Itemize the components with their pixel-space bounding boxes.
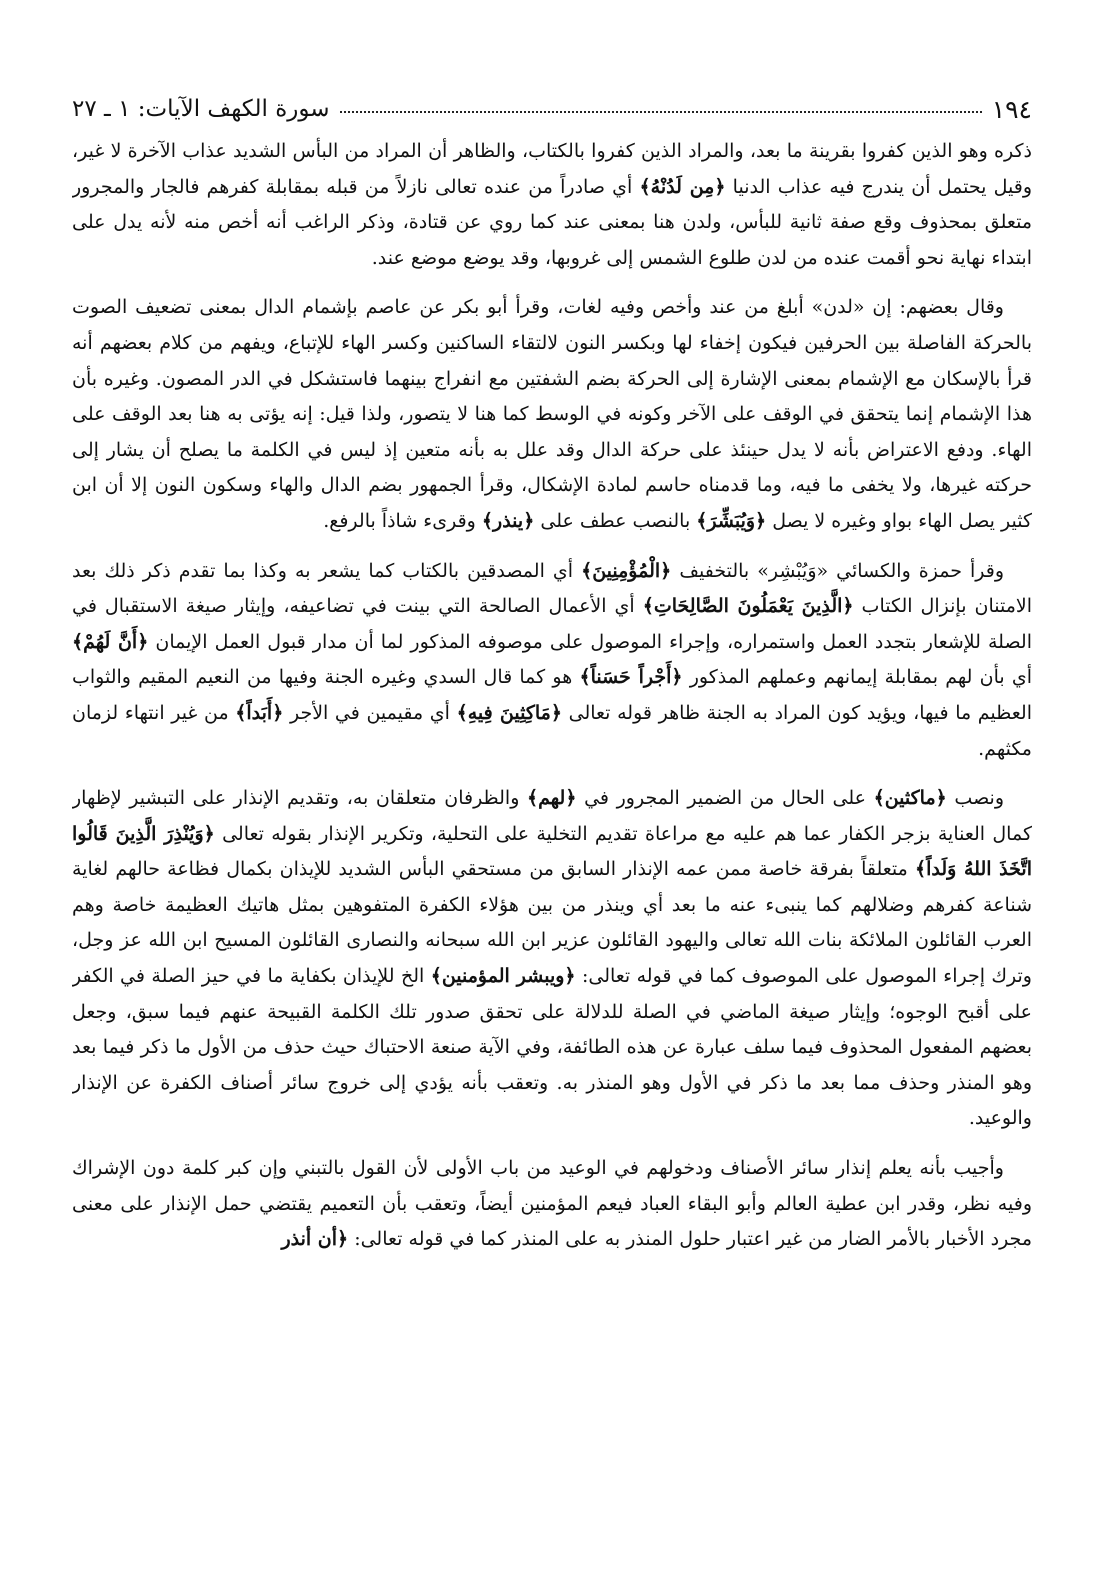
text-run: وقال بعضهم: إن «لدن» أبلغ من عند وأخص وفيه لغات، وقرأ أبو بكر عن عاصم بإشمام الدال بمعنى تضعيف الصوت بالحركة الفاصلة بين الحرفين فيكون إخفاء لها وبكسر النون لالتقاء الساكنين وكسر الهاء للإتباع، ويفهم من كلام بعضهم أنه قرأ بالإسكان مع الإشمام بمعنى الإشارة إلى الحركة بضم الشفتين مع انفراج بينهما فاستشكل في الدر المصون. وغيره بأن هذا الإشمام إنما يتحقق في الوقف على الآخر وكونه في الوسط كما هنا لا يتصور، ولذا قيل: إنه يؤتى به هنا بعد الوقف على الهاء. ودفع الاعتراض بأنه لا يدل حينئذ على حركة الدال وقد علل به بأنه متعين إذ ليس في الكلمة ما يصلح أن يشار إلى حركته غيرها، ولا يخفى ما فيه، وما قدمناه حاسم لمادة الإشكال، وقرأ الجمهور بضم الدال والهاء وسكون النون إلا أن ابن كثير يصل الهاء بواو وغيره لا يصل bbox=[72, 296, 1032, 532]
paragraph-5 bbox=[72, 1151, 1032, 1258]
text-run: أي صادراً من عنده تعالى نازلاً من قبله بمقابلة كفرهم فالجار والمجرور متعلق بمحذوف وقع صفة ثانية للبأس، ولدن هنا بمعنى عند كما روي عن قتادة، وذكر الراغب أنه أخص منه لأنه يدل على ابتداء نهاية نحو أقمت عنده من لدن طلوع الشمس إلى غروبها، وقد يوضع موضع عند. bbox=[72, 175, 1032, 269]
text-run: من غير انتهاء لزمان مكثهم. bbox=[72, 701, 1032, 760]
text-run: ذكره وهو الذين كفروا بقرينة ما بعد، والمراد الذين كفروا بالكتاب، والظاهر أن المراد من البأس الشديد عذاب الآخرة لا غير، وقيل يحتمل أن يندرج فيه عذاب الدنيا bbox=[72, 140, 1032, 198]
text-run: وأجيب بأنه يعلم إنذار سائر الأصناف ودخولهم في الوعيد من باب الأولى لأن القول بالتبني وإن كبر كلمة دون الإشراك وفيه نظر، وقدر ابن عطية العالم وأبو البقاء العباد فيعم المؤمنين أيضاً، وتعقب بأن التعميم يقتضي حمل الإنذار على معنى مجرد الأخبار بالأمر الضار من غير اعتبار حلول المنذر به على المنذر كما في قوله تعالى: bbox=[72, 1157, 1032, 1251]
verse-quote: ﴿ينذر﴾ bbox=[481, 509, 535, 532]
verse-quote: ﴿مِن لَدُنْهُ﴾ bbox=[639, 175, 726, 198]
paragraph-1 bbox=[72, 134, 1032, 276]
verse-quote: ﴿أَنَّ لَهُمْ﴾ bbox=[72, 630, 149, 653]
verse-quote: ﴿وَيُنْذِرَ الَّذِينَ قَالُوا اتَّخَذَ اللهُ وَلَداً﴾ bbox=[72, 822, 1032, 881]
text-run: أي مقيمين في الأجر bbox=[283, 701, 457, 724]
running-title: سورة الكهف الآيات: ١ ـ ٢٧ bbox=[72, 95, 330, 122]
text-run: والظرفان متعلقان به، وتقديم الإنذار على التبشير لإظهار كمال العناية بزجر الكفار عما هم عليه مع مراعاة تقديم التخلية على التحلية، وتكرير الإنذار بقوله تعالى bbox=[72, 787, 1032, 845]
text-run: ونصب bbox=[946, 787, 1005, 810]
text-run: هو كما قال السدي وغيره الجنة وفيها من النعيم المقيم والثواب العظيم ما فيها، ويؤيد كون المراد به الجنة ظاهر قوله تعالى bbox=[72, 666, 1032, 724]
page-number: ١٩٤ bbox=[991, 94, 1032, 124]
verse-quote: ﴿الَّذِينَ يَعْمَلُونَ الصَّالِحَاتِ﴾ bbox=[642, 595, 854, 618]
verse-quote: ﴿أن أنذر bbox=[281, 1228, 349, 1251]
verse-quote: ﴿الْمُؤْمِنِينَ﴾ bbox=[581, 559, 672, 582]
text-run: أي الأعمال الصالحة التي بينت في تضاعيفه، وإيثار صيغة الاستقبال في الصلة للإشعار بتجدد العمل واستمراره، وإجراء الموصول على موصوفه المذكور لما أن مدار قبول العمل الإيمان bbox=[72, 595, 1032, 653]
verse-quote: ﴿أَجْراً حَسَناً﴾ bbox=[579, 666, 683, 689]
verse-quote: ﴿ويبشر المؤمنين﴾ bbox=[430, 965, 576, 988]
paragraph-2 bbox=[72, 290, 1032, 539]
verse-quote: ﴿وَيُبَشِّرَ﴾ bbox=[696, 509, 767, 532]
verse-quote: ﴿ماكثين﴾ bbox=[873, 787, 947, 810]
paragraph-4 bbox=[72, 781, 1032, 1137]
text-run: الخ للإيذان بكفاية ما في حيز الصلة في الكفر على أقبح الوجوه؛ وإيثار صيغة الماضي في الصلة للدلالة على تحقق صدور تلك الكلمة القبيحة عنهم فيما سبق، وجعل بعضهم المفعول المحذوف فيما سلف عبارة عن هذه الطائفة، وفي الآية صنعة الاحتباك حيث حذف من الأول ما ذكر فيما بعد وهو المنذر وحذف مما بعد ما ذكر في الأول وهو المنذر به. وتعقب بأنه يؤدي إلى خروج سائر أصناف الكفرة عن الإنذار والوعيد. bbox=[72, 965, 1032, 1130]
verse-quote: ﴿أَبَداً﴾ bbox=[235, 701, 284, 724]
header-leader-dots bbox=[340, 111, 982, 113]
text-run: أي المصدقين بالكتاب كما يشعر به وكذا بما تقدم ذكر ذلك بعد الامتنان بإنزال الكتاب bbox=[72, 559, 1032, 618]
verse-quote: ﴿لهم﴾ bbox=[527, 787, 577, 810]
paragraph-3 bbox=[72, 554, 1032, 768]
text-run: بالنصب عطف على bbox=[534, 509, 697, 532]
text-run: متعلقاً بفرقة خاصة ممن عمه الإنذار السابق من مستحقي البأس الشديد للإيذان بكمال فظاعة حالهم لغاية شناعة كفرهم وضلالهم كما ينبىء عنه ما بعد أي وينذر من بين هؤلاء الكفرة المتفوهين بمثل هاتيك العظيمة خاصة وهم العرب القائلون الملائكة بنات الله تعالى واليهود القائلون عزير ابن الله سبحانه والنصارى القائلون المسيح ابن الله عز وجل، وترك إجراء الموصول على الموصوف كما في قوله تعالى: bbox=[72, 858, 1032, 988]
text-run: أي بأن لهم بمقابلة إيمانهم وعملهم المذكور bbox=[682, 666, 1032, 689]
verse-quote: ﴿مَاكِثِينَ فِيهِ﴾ bbox=[456, 701, 562, 724]
text-run: على الحال من الضمير المجرور في bbox=[576, 787, 874, 810]
book-page bbox=[72, 86, 1032, 1556]
text-run: وقرىء شاذاً بالرفع. bbox=[323, 509, 482, 532]
commentary-body bbox=[72, 134, 1032, 1258]
text-run: وقرأ حمزة والكسائي «وَيُبْشِر» بالتخفيف bbox=[671, 559, 1004, 582]
running-header bbox=[72, 86, 1032, 132]
